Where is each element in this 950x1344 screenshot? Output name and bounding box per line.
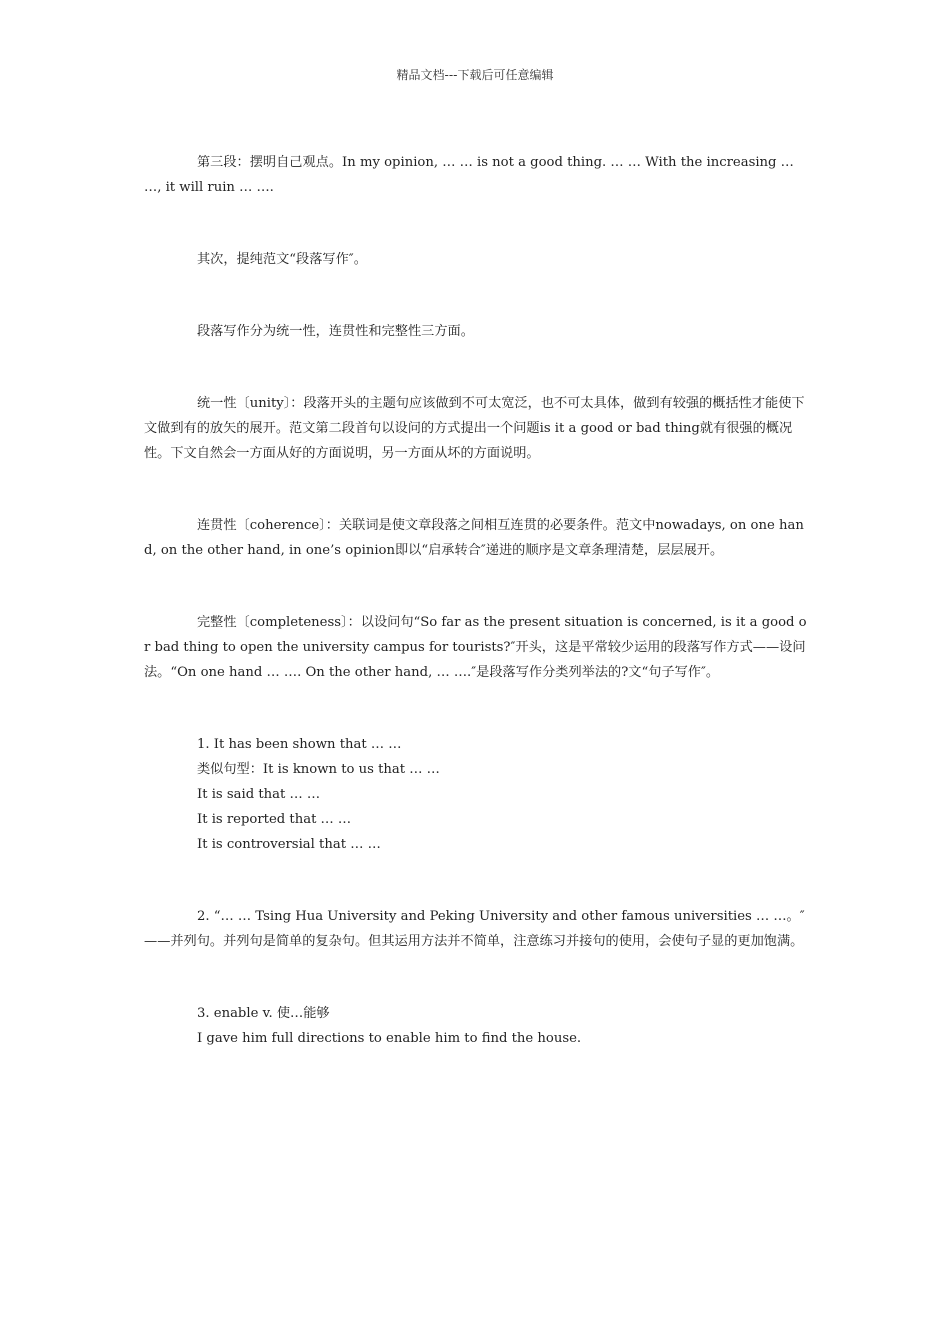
list-item: 类似句型：It is known to us that … …: [197, 762, 440, 777]
paragraph-unity: 统一性〔unity〕：段落开头的主题句应该做到不可太宽泛，也不可太具体，做到有较强的概括性才能使下文做到有的放矢的展开。范文第二段首句以设问的方式提出一个问题is it a good or bad thing就有很强的概况性。下文自然会一方面从好的方面说明，另一方面从坏的方面说明。: [144, 396, 805, 461]
list-item: It is reported that … …: [197, 812, 352, 827]
vocabulary-example: I gave him full directions to enable him to find the house.: [197, 1031, 582, 1046]
list-item: It is said that … …: [197, 787, 321, 802]
paragraph-completeness: 完整性〔completeness〕：以设问句“So far as the present situation is concerned, is it a good or bad thing to open the university campus for tourists?″开头，这是平常较少运用的段落写作方式——设问法。“On one hand … …. On the other hand, … ….″是段落写作分类列举法的?文“句子写作″。: [144, 615, 807, 680]
document-body: [144, 150, 808, 1098]
page-header: 精品文档---下载后可任意编辑: [396, 68, 554, 82]
vocabulary-entry: 3. enable v. 使…能够: [197, 1006, 330, 1021]
paragraph-compound-sentence: 2. “… … Tsing Hua University and Peking University and other famous universities … …。″——并列句。并列句是简单的复杂句。但其运用方法并不简单，注意练习并接句的使用，会使句子显的更加饱满。: [144, 909, 805, 949]
sentence-patterns-list: [144, 732, 808, 857]
vocabulary-item: [144, 1001, 808, 1051]
paragraph-third-section: 第三段：摆明自己观点。In my opinion, … … is not a good thing. … … With the increasing … …, it will ruin … ….: [144, 155, 794, 195]
paragraph-coherence: 连贯性〔coherence〕：关联词是使文章段落之间相互连贯的必要条件。范文中nowadays, on one hand, on the other hand, in one’s opinion即以“启承转合″递进的顺序是文章条理清楚，层层展开。: [144, 518, 804, 558]
list-item: It is controversial that … …: [197, 837, 381, 852]
list-item: 1. It has been shown that … …: [197, 737, 402, 752]
paragraph-three-aspects: 段落写作分为统一性，连贯性和完整性三方面。: [197, 324, 474, 339]
paragraph-sample-intro: 其次，提纯范文“段落写作″。: [197, 252, 367, 267]
